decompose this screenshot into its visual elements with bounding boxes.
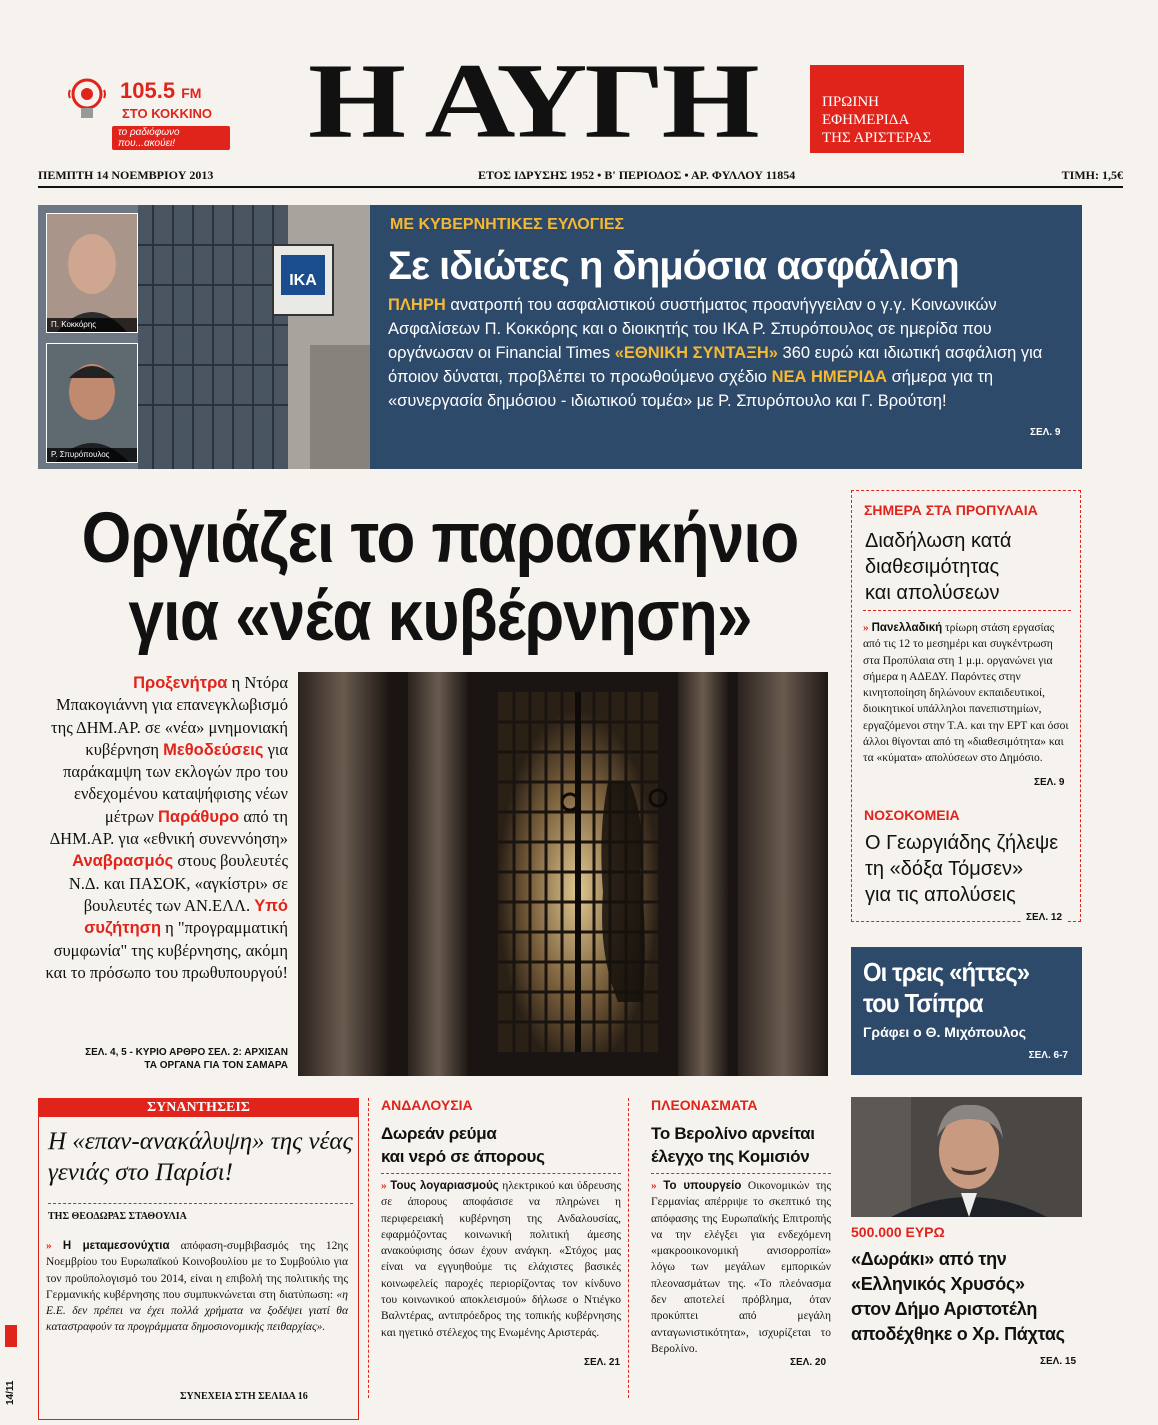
parliament-door-image: [298, 672, 828, 1076]
portrait-image: [47, 344, 137, 462]
kicker: ΑΝΔΑΛΟΥΣΙΑ: [381, 1097, 473, 1113]
headline: Η «επαν-ανακάλυψη» της νέας γενιάς στο Παρίσι!: [48, 1128, 353, 1186]
lead-word: ΠΛΗΡΗ: [388, 296, 446, 314]
page-ref: ΣΕΛ. 6-7: [1028, 1050, 1068, 1061]
tagline-line: ΕΦΗΜΕΡΙΔΑ: [822, 112, 910, 128]
portrait-spyropoulos: [46, 343, 138, 463]
headline-line: Οργιάζει το παρασκήνιο: [81, 499, 799, 578]
radio-frequency: 105.5 FM: [120, 78, 202, 103]
main-story-text: [40, 672, 288, 984]
body-text: η Ντόρα Μπακογιάννη για επανεγκλωβισμό της ΔΗΜ.ΑΡ. σε «νέα» μνημονιακή κυβέρνηση: [51, 673, 288, 759]
page-ref: ΣΕΛ. 20: [790, 1357, 827, 1368]
divider: [651, 1173, 831, 1174]
lead-word: Η μεταμεσονύχτια: [62, 1240, 170, 1252]
main-story-photo: [298, 672, 828, 1076]
lead-word: Υπό συζήτηση: [84, 896, 288, 938]
lead-word: ΝΕΑ ΗΜΕΡΙΔΑ: [771, 368, 888, 386]
lightbulb-icon: [68, 76, 106, 126]
headline-line: Διαδήλωση κατά: [865, 530, 1012, 552]
lead-word: «ΕΘΝΙΚΗ ΣΥΝΤΑΞΗ»: [614, 344, 778, 362]
headline-line: του Τσίπρα: [863, 988, 983, 1018]
side-date: 14/11: [5, 1380, 16, 1405]
headline-line: Το Βερολίνο αρνείται: [651, 1124, 815, 1143]
headline: [865, 830, 1058, 908]
headline-line: Ο Γεωργιάδης ζήλεψε: [865, 832, 1059, 854]
lead-word: Προξενήτρα: [133, 674, 228, 692]
quote-text: «η Ε.Ε. δεν πρέπει να έχει πολλά χρήματα να ξοδέψει γιατί θα καταστραφούν τα προγράμματα δημοσιονομικής πειθαρχίας».: [46, 1288, 348, 1334]
kicker: 500.000 ΕΥΡΩ: [851, 1224, 945, 1240]
divider: [381, 1173, 621, 1174]
headline-line: αποδέχθηκε ο Χρ. Πάχτας: [851, 1324, 1065, 1344]
body-text: ανατροπή του ασφαλιστικού συστήματος προανήγγειλαν ο γ.γ. Κοινωνικών Ασφαλίσεων Π. Κοκκόρης και ο διοικητής του ΙΚΑ Ρ. Σπυρόπουλος σε ημερίδα που οργάνωσαν οι Financial Times: [388, 296, 997, 362]
portrait-caption: Ρ. Σπυρόπουλος: [47, 448, 137, 462]
page-ref: [40, 1046, 288, 1072]
lead-word: Τους λογαριασμούς: [390, 1180, 499, 1192]
newspaper-logo: Η ΑΥΓΗ: [308, 42, 757, 161]
article-text: [863, 620, 1070, 767]
body-text: για παράκαμψη των εκλογών προ του ενδεχομένου καταψήφισης νέων μέτρων: [63, 739, 288, 826]
headline-line: για τις απολύσεις: [865, 884, 1016, 906]
body-text: ηλεκτρικού και ύδρευσης σε άπορους αποφάσισε να πληρώνει η περιφερειακή κυβέρνηση της Ανδαλουσίας, εφαρμόζοντας κοινωνική πολιτική άμεσης ανακούφισης όσων έχουν ανάγκη. «Στόχος μας είναι να εγγυηθούμε τις ελάχιστες βασικές κοινωφελείς παροχές περιορίζοντας τον κίνδυνο του κοινωνικού αποκλεισμού» δήλωσε ο Ντιέγκο Βαλντέρας, αντιπρόεδρος της τοπικής κυβέρνησης και ηγετικό στέλεχος της Ενωμένης Αριστεράς.: [381, 1180, 622, 1339]
headline-line: στον Δήμο Αριστοτέλη: [851, 1299, 1038, 1319]
headline-line: και νερό σε άπορους: [381, 1147, 545, 1166]
tagline-line: ΤΗΣ ΑΡΙΣΤΕΡΑΣ: [822, 130, 932, 146]
arrow-icon: »: [381, 1180, 387, 1192]
body-text: στους βουλευτές Ν.Δ. και ΠΑΣΟΚ, «αγκίστρι» σε βουλευτές των ΑΝ.ΕΛΛ.: [68, 851, 288, 915]
portrait-image: [851, 1097, 1082, 1217]
divider: [863, 610, 1071, 611]
radio-tagline: το ραδιόφωνο που...ακούει!: [112, 126, 230, 150]
body-text: Οικονομικών της Γερμανίας απέρριψε το σκεπτικό της απόφασης της Ευρωπαϊκής Επιτροπής να την ελέγξει για ενδεχόμενη «μακροοικονομική ανισορροπία» λόγω των μεγάλων εμπορικών πλεονασμάτων της. «Το πλεόνασμα δεν αποτελεί πρόβλημα, όταν προκύπτει από μεγάλη ανταγωνιστικότητα», ισχυρίζεται το Βερολίνο.: [651, 1180, 831, 1355]
section-label: ΣΥΝΑΝΤΗΣΕΙΣ: [38, 1098, 359, 1117]
article-text: [381, 1178, 621, 1341]
divider: [368, 1098, 369, 1398]
lead-word: Το υπουργείο: [663, 1180, 742, 1192]
headline: [381, 1122, 629, 1168]
masthead-tagline: [810, 65, 964, 153]
page-ref: ΣΕΛ. 21: [584, 1357, 621, 1368]
issue-price: ΤΙΜΗ: 1,5€: [1061, 168, 1123, 182]
opinion-box: [851, 947, 1082, 1075]
top-story-photo: [38, 205, 370, 469]
continue-link[interactable]: ΣΥΝΕΧΕΙΑ ΣΤΗ ΣΕΛΙΔΑ 16: [180, 1391, 308, 1402]
lead-word: Πανελλαδική: [871, 622, 943, 634]
headline-line: τη «δόξα Τόμσεν»: [865, 858, 1024, 880]
page-ref-line: ΤΑ ΟΡΓΑΝΑ ΓΙΑ ΤΟΝ ΣΑΜΑΡΑ: [144, 1060, 288, 1071]
page-ref: ΣΕΛ. 9: [1034, 777, 1065, 788]
body-text: 360 ευρώ και ιδιωτική ασφάλιση για όποιον δύναται, προβλέπει το προωθούμενο σχέδιο: [388, 344, 1043, 386]
main-headline: [80, 500, 800, 656]
lead-word: Αναβρασμός: [72, 852, 174, 871]
side-date-tab: [5, 1325, 17, 1407]
headline-line: Δωρεάν ρεύμα: [381, 1124, 497, 1143]
headline-line: «Δωράκι» από την: [851, 1249, 1007, 1269]
top-story-text: [388, 293, 1068, 413]
body-text: η "προγραμματική συμφωνία" της κυβέρνησης, ακόμη και το πρόσωπο του πρωθυπουργού!: [45, 918, 288, 982]
article-text: [46, 1238, 348, 1336]
portrait-image: [47, 214, 137, 332]
portrait-kokkoris: [46, 213, 138, 333]
page-ref: ΣΕΛ. 9: [1030, 427, 1061, 438]
headline: [851, 1247, 1083, 1347]
radio-ad: [60, 70, 230, 149]
portrait-caption: Π. Κοκκόρης: [47, 318, 137, 332]
arrow-icon: »: [651, 1180, 657, 1192]
issue-number: ΕΤΟΣ ΙΔΡΥΣΗΣ 1952 • Β' ΠΕΡΙΟΔΟΣ • ΑΡ. ΦΥΛΛΟΥ 11854: [478, 168, 796, 182]
tagline-line: ΠΡΩΙΝΗ: [822, 94, 879, 110]
headline-line: διαθεσιμότητας: [865, 556, 1000, 578]
body-text: από τη ΔΗΜ.ΑΡ. για «εθνική συνεννόηση»: [49, 806, 288, 849]
lead-word: Παράθυρο: [158, 807, 240, 826]
divider: [628, 1098, 629, 1398]
pachtas-photo: [851, 1097, 1082, 1217]
side-marker: [5, 1325, 17, 1347]
body-text: σήμερα για τη «συνεργασία δημόσιου - ιδιωτικού τομέα» με Ρ. Σπυρόπουλο και Γ. Βρούτση!: [388, 368, 994, 410]
kicker: ΝΟΣΟΚΟΜΕΙΑ: [864, 807, 960, 823]
author: ΤΗΣ ΘΕΟΔΩΡΑΣ ΣΤΑΘΟΥΛΙΑ: [48, 1211, 187, 1222]
headline-line: «Ελληνικός Χρυσός»: [851, 1274, 1025, 1294]
article-text: [651, 1178, 831, 1357]
arrow-icon: »: [46, 1240, 52, 1252]
radio-name: ΣΤΟ ΚΟΚΚΙΝΟ: [122, 106, 213, 121]
headline-line: έλεγχο της Κομισιόν: [651, 1147, 810, 1166]
page-ref: ΣΕΛ. 15: [1040, 1356, 1077, 1367]
top-story-headline: Σε ιδιώτες η δημόσια ασφάλιση: [388, 244, 959, 288]
page-ref: ΣΕΛ. 12: [1022, 912, 1066, 923]
issue-date: ΠΕΜΠΤΗ 14 ΝΟΕΜΒΡΙΟΥ 2013: [38, 168, 214, 182]
headline: [863, 957, 1029, 1019]
dateline-bar: [38, 166, 1123, 188]
headline-line: Οι τρεις «ήττες»: [863, 957, 1030, 987]
body-text: απόφαση-συμβιβασμός της 12ης Νοεμβρίου του Ευρωπαϊκού Κοινοβουλίου με το Συμβούλιο για τον προϋπολογισμό του 2014, είναι η επιβολή της πολιτικής της Γερμανικής κυβέρνησης που συμπυκνώνεται στη διατύπωση:: [46, 1240, 349, 1301]
top-story-kicker: ΜΕ ΚΥΒΕΡΝΗΤΙΚΕΣ ΕΥΛΟΓΙΕΣ: [390, 216, 625, 233]
divider: [48, 1203, 353, 1204]
headline-line: και απολύσεων: [865, 582, 1000, 604]
page-ref-line: ΣΕΛ. 4, 5 - ΚΥΡΙΟ ΑΡΘΡΟ ΣΕΛ. 2: ΑΡΧΙΣΑΝ: [85, 1047, 288, 1058]
lead-word: Μεθοδεύσεις: [163, 740, 264, 759]
body-text: τρίωρη στάση εργασίας από τις 12 το μεσημέρι και συγκέντρωση στα Προπύλαια στη 1 μ.μ. οργανώνει για σήμερα η ΑΔΕΔΥ. Παρόντες στην κινητοποίηση δηλώνουν εκπαιδευτικοί, διοικητικοί υπάλληλοι πανεπιστημίων, εργαζόμενοι στην Τ.Α. και την ΕΡΤ και όσοι άλλοι θίγονται από τη «διαθεσιμότητα» και τα «κύματα» απολύσεων στο Δημόσιο.: [863, 622, 1069, 765]
arrow-icon: »: [863, 622, 869, 634]
ika-sign-text: ΙΚΑ: [289, 272, 317, 289]
byline: Γράφει ο Θ. Μιχόπουλος: [863, 1024, 1026, 1040]
kicker: ΣΗΜΕΡΑ ΣΤΑ ΠΡΟΠΥΛΑΙΑ: [864, 502, 1038, 518]
headline-line: για «νέα κυβέρνηση»: [128, 577, 752, 656]
kicker: ΠΛΕΟΝΑΣΜΑΤΑ: [651, 1097, 758, 1113]
headline: [865, 528, 1011, 606]
